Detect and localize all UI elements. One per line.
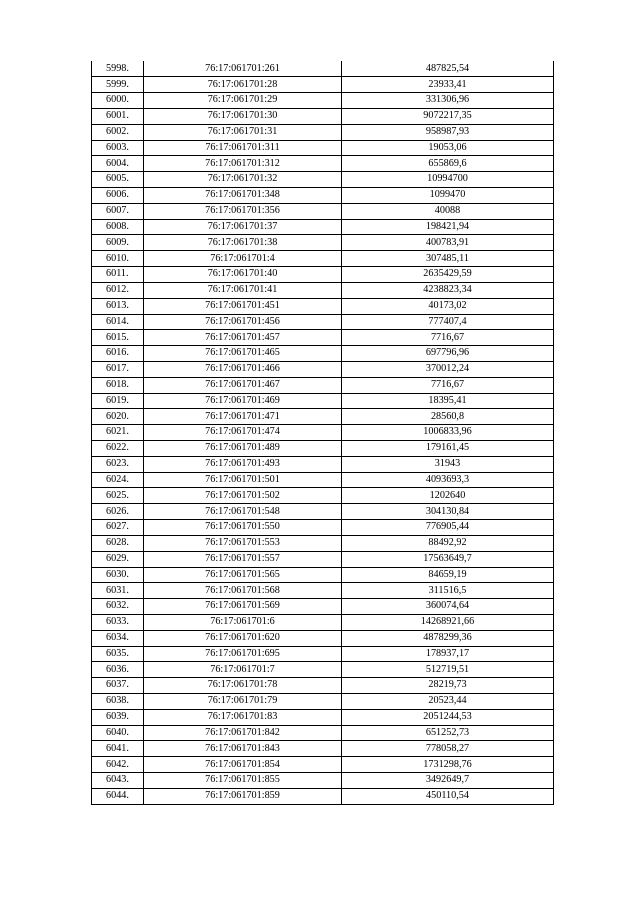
row-number: 6044. (92, 788, 144, 804)
cadastral-number: 76:17:061701:466 (144, 361, 342, 377)
cadastral-value: 17563649,7 (342, 551, 554, 567)
cadastral-value: 331306,96 (342, 93, 554, 109)
cadastral-value: 311516,5 (342, 583, 554, 599)
cadastral-value: 450110,54 (342, 788, 554, 804)
cadastral-value: 304130,84 (342, 504, 554, 520)
table-row (92, 203, 554, 219)
row-number: 6020. (92, 409, 144, 425)
table-row (92, 346, 554, 362)
cadastral-number: 76:17:061701:32 (144, 172, 342, 188)
cadastral-number: 76:17:061701:855 (144, 773, 342, 789)
cadastral-number: 76:17:061701:493 (144, 456, 342, 472)
cadastral-number: 76:17:061701:620 (144, 630, 342, 646)
table-row (92, 441, 554, 457)
cadastral-value: 40173,02 (342, 298, 554, 314)
cadastral-value: 4878299,36 (342, 630, 554, 646)
row-number: 6038. (92, 694, 144, 710)
table-row (92, 504, 554, 520)
cadastral-value: 4238823,34 (342, 282, 554, 298)
table-row (92, 551, 554, 567)
row-number: 6014. (92, 314, 144, 330)
table-row (92, 267, 554, 283)
table-row (92, 567, 554, 583)
row-number: 6024. (92, 472, 144, 488)
cadastral-number: 76:17:061701:83 (144, 709, 342, 725)
cadastral-value: 370012,24 (342, 361, 554, 377)
row-number: 6003. (92, 140, 144, 156)
row-number: 6018. (92, 377, 144, 393)
cadastral-value: 7716,67 (342, 377, 554, 393)
row-number: 5999. (92, 77, 144, 93)
table-row (92, 709, 554, 725)
cadastral-value: 512719,51 (342, 662, 554, 678)
row-number: 6000. (92, 93, 144, 109)
cadastral-value: 198421,94 (342, 219, 554, 235)
cadastral-value: 487825,54 (342, 61, 554, 77)
table-row (92, 757, 554, 773)
table-row (92, 235, 554, 251)
table-row (92, 662, 554, 678)
row-number: 5998. (92, 61, 144, 77)
table-row (92, 472, 554, 488)
table-row (92, 330, 554, 346)
cadastral-value: 88492,92 (342, 535, 554, 551)
table-row (92, 425, 554, 441)
table-row (92, 599, 554, 615)
cadastral-number: 76:17:061701:261 (144, 61, 342, 77)
row-number: 6039. (92, 709, 144, 725)
cadastral-number: 76:17:061701:312 (144, 156, 342, 172)
table-row (92, 630, 554, 646)
table-row (92, 488, 554, 504)
row-number: 6040. (92, 725, 144, 741)
row-number: 6009. (92, 235, 144, 251)
cadastral-value: 18395,41 (342, 393, 554, 409)
table-row (92, 456, 554, 472)
table-row (92, 646, 554, 662)
row-number: 6010. (92, 251, 144, 267)
row-number: 6017. (92, 361, 144, 377)
cadastral-number: 76:17:061701:40 (144, 267, 342, 283)
row-number: 6011. (92, 267, 144, 283)
row-number: 6035. (92, 646, 144, 662)
row-number: 6021. (92, 425, 144, 441)
cadastral-value: 178937,17 (342, 646, 554, 662)
cadastral-number: 76:17:061701:469 (144, 393, 342, 409)
cadastral-value: 651252,73 (342, 725, 554, 741)
row-number: 6006. (92, 188, 144, 204)
table-row (92, 108, 554, 124)
cadastral-number: 76:17:061701:348 (144, 188, 342, 204)
table-row (92, 156, 554, 172)
cadastral-value: 84659,19 (342, 567, 554, 583)
cadastral-number: 76:17:061701:568 (144, 583, 342, 599)
table-row (92, 61, 554, 77)
table-row (92, 694, 554, 710)
cadastral-value: 1099470 (342, 188, 554, 204)
table-row (92, 93, 554, 109)
cadastral-number: 76:17:061701:548 (144, 504, 342, 520)
table-row (92, 520, 554, 536)
cadastral-number: 76:17:061701:38 (144, 235, 342, 251)
cadastral-number: 76:17:061701:489 (144, 441, 342, 457)
table-row (92, 583, 554, 599)
row-number: 6007. (92, 203, 144, 219)
cadastral-value: 14268921,66 (342, 614, 554, 630)
cadastral-value: 360074,64 (342, 599, 554, 615)
cadastral-value: 28219,73 (342, 678, 554, 694)
table-row (92, 172, 554, 188)
cadastral-number: 76:17:061701:465 (144, 346, 342, 362)
cadastral-number: 76:17:061701:29 (144, 93, 342, 109)
cadastral-value: 958987,93 (342, 124, 554, 140)
row-number: 6023. (92, 456, 144, 472)
cadastral-value: 9072217,35 (342, 108, 554, 124)
row-number: 6008. (92, 219, 144, 235)
cadastral-number: 76:17:061701:471 (144, 409, 342, 425)
table-row (92, 741, 554, 757)
table-row (92, 314, 554, 330)
row-number: 6002. (92, 124, 144, 140)
cadastral-value: 2635429,59 (342, 267, 554, 283)
table-row (92, 725, 554, 741)
row-number: 6019. (92, 393, 144, 409)
cadastral-value: 1202640 (342, 488, 554, 504)
table-row (92, 140, 554, 156)
cadastral-number: 76:17:061701:6 (144, 614, 342, 630)
cadastral-number: 76:17:061701:37 (144, 219, 342, 235)
cadastral-number: 76:17:061701:553 (144, 535, 342, 551)
row-number: 6042. (92, 757, 144, 773)
row-number: 6029. (92, 551, 144, 567)
row-number: 6043. (92, 773, 144, 789)
cadastral-value: 179161,45 (342, 441, 554, 457)
cadastral-value: 31943 (342, 456, 554, 472)
row-number: 6025. (92, 488, 144, 504)
cadastral-value: 2051244,53 (342, 709, 554, 725)
row-number: 6036. (92, 662, 144, 678)
cadastral-number: 76:17:061701:854 (144, 757, 342, 773)
row-number: 6028. (92, 535, 144, 551)
table-row (92, 251, 554, 267)
cadastral-number: 76:17:061701:457 (144, 330, 342, 346)
table-row (92, 282, 554, 298)
row-number: 6031. (92, 583, 144, 599)
row-number: 6004. (92, 156, 144, 172)
table-body (92, 61, 554, 804)
cadastral-number: 76:17:061701:843 (144, 741, 342, 757)
row-number: 6034. (92, 630, 144, 646)
cadastral-number: 76:17:061701:550 (144, 520, 342, 536)
table-row (92, 393, 554, 409)
row-number: 6012. (92, 282, 144, 298)
cadastral-value: 776905,44 (342, 520, 554, 536)
cadastral-number: 76:17:061701:4 (144, 251, 342, 267)
cadastral-number: 76:17:061701:474 (144, 425, 342, 441)
row-number: 6030. (92, 567, 144, 583)
table-row (92, 678, 554, 694)
cadastral-number: 76:17:061701:565 (144, 567, 342, 583)
cadastral-number: 76:17:061701:28 (144, 77, 342, 93)
row-number: 6027. (92, 520, 144, 536)
cadastral-value: 4093693,3 (342, 472, 554, 488)
table-row (92, 409, 554, 425)
cadastral-value: 307485,11 (342, 251, 554, 267)
cadastral-value: 23933,41 (342, 77, 554, 93)
row-number: 6026. (92, 504, 144, 520)
cadastral-number: 76:17:061701:467 (144, 377, 342, 393)
cadastral-value: 655869,6 (342, 156, 554, 172)
row-number: 6015. (92, 330, 144, 346)
row-number: 6032. (92, 599, 144, 615)
cadastral-number: 76:17:061701:41 (144, 282, 342, 298)
row-number: 6016. (92, 346, 144, 362)
cadastral-value: 20523,44 (342, 694, 554, 710)
cadastral-value: 778058,27 (342, 741, 554, 757)
row-number: 6005. (92, 172, 144, 188)
cadastral-number: 76:17:061701:502 (144, 488, 342, 504)
cadastral-value-table (91, 61, 554, 805)
cadastral-number: 76:17:061701:456 (144, 314, 342, 330)
row-number: 6033. (92, 614, 144, 630)
table-row (92, 77, 554, 93)
table-row (92, 361, 554, 377)
cadastral-number: 76:17:061701:557 (144, 551, 342, 567)
table-row (92, 188, 554, 204)
cadastral-number: 76:17:061701:842 (144, 725, 342, 741)
cadastral-value: 400783,91 (342, 235, 554, 251)
cadastral-number: 76:17:061701:569 (144, 599, 342, 615)
cadastral-value: 1731298,76 (342, 757, 554, 773)
cadastral-number: 76:17:061701:356 (144, 203, 342, 219)
row-number: 6013. (92, 298, 144, 314)
cadastral-number: 76:17:061701:501 (144, 472, 342, 488)
table-row (92, 298, 554, 314)
table-row (92, 377, 554, 393)
cadastral-number: 76:17:061701:859 (144, 788, 342, 804)
cadastral-value: 3492649,7 (342, 773, 554, 789)
row-number: 6022. (92, 441, 144, 457)
row-number: 6041. (92, 741, 144, 757)
cadastral-number: 76:17:061701:78 (144, 678, 342, 694)
table-row (92, 219, 554, 235)
cadastral-value: 777407,4 (342, 314, 554, 330)
row-number: 6037. (92, 678, 144, 694)
cadastral-value: 1006833,96 (342, 425, 554, 441)
cadastral-number: 76:17:061701:30 (144, 108, 342, 124)
cadastral-number: 76:17:061701:311 (144, 140, 342, 156)
table-row (92, 788, 554, 804)
table-row (92, 124, 554, 140)
row-number: 6001. (92, 108, 144, 124)
cadastral-value: 7716,67 (342, 330, 554, 346)
cadastral-value: 19053,06 (342, 140, 554, 156)
cadastral-number: 76:17:061701:79 (144, 694, 342, 710)
cadastral-number: 76:17:061701:451 (144, 298, 342, 314)
cadastral-number: 76:17:061701:695 (144, 646, 342, 662)
table-row (92, 535, 554, 551)
cadastral-number: 76:17:061701:31 (144, 124, 342, 140)
cadastral-value: 697796,96 (342, 346, 554, 362)
cadastral-number: 76:17:061701:7 (144, 662, 342, 678)
table-row (92, 614, 554, 630)
cadastral-value: 10994700 (342, 172, 554, 188)
table-row (92, 773, 554, 789)
cadastral-value: 40088 (342, 203, 554, 219)
cadastral-value: 28560,8 (342, 409, 554, 425)
